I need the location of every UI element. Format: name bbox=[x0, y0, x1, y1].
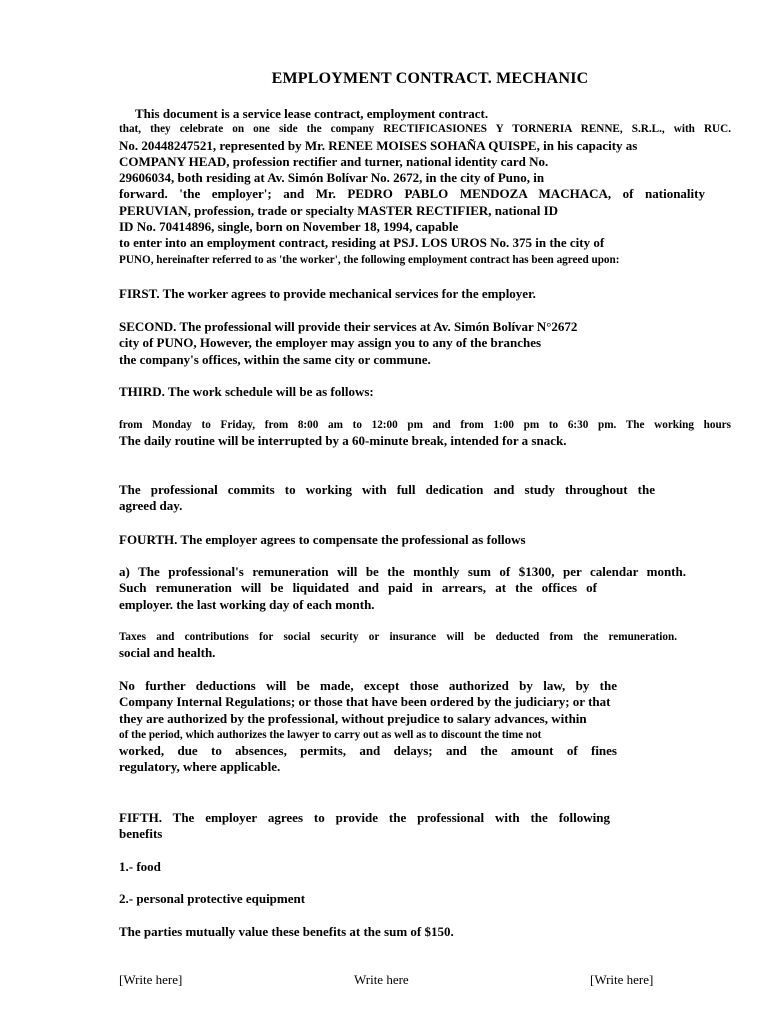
taxes-line: Taxes and contributions for social security or insurance will be deducted from the remuneration. bbox=[119, 631, 677, 643]
benefit-ppe: 2.- personal protective equipment bbox=[119, 891, 306, 906]
intro-line: This document is a service lease contract, employment contract. bbox=[135, 106, 489, 121]
clause-fourth-heading-text: FOURTH. The employer agrees to compensate the professional as follows bbox=[119, 532, 526, 547]
clause-third-heading bbox=[119, 384, 719, 400]
clause-third-line: The daily routine will be interrupted by a 60-minute break, intended for a snack. bbox=[119, 433, 567, 449]
deductions-line: Company Internal Regulations; or those that have been ordered by the judiciary; or that bbox=[119, 694, 611, 710]
clause-third-body bbox=[119, 417, 731, 450]
intro-line: COMPANY HEAD, profession rectifier and turner, national identity card No. bbox=[119, 153, 549, 169]
clause-fourth-heading bbox=[119, 532, 719, 548]
clause-fifth-line: benefits bbox=[119, 826, 163, 842]
intro-line: No. 20448247521, represented by Mr. RENEE MOISES SOHAÑA QUISPE, in his capacity as bbox=[119, 137, 638, 153]
deductions-line: worked, due to absences, permits, and delays; and the amount of fines bbox=[119, 743, 617, 759]
taxes-line: social and health. bbox=[119, 645, 216, 661]
deductions-line: No further deductions will be made, except those authorized by law, by the bbox=[119, 678, 617, 693]
clause-second-line: city of PUNO, However, the employer may assign you to any of the branches bbox=[119, 335, 542, 351]
deductions-line: they are authorized by the professional, without prejudice to salary advances, within bbox=[119, 710, 587, 726]
clause-third-heading-text: THIRD. The work schedule will be as follows: bbox=[119, 384, 374, 399]
intro-line: 29606034, both residing at Av. Simón Bolívar No. 2672, in the city of Puno, in bbox=[119, 170, 545, 186]
deductions-line: regulatory, where applicable. bbox=[119, 759, 281, 775]
signature-placeholder-employer: [Write here] bbox=[119, 972, 183, 987]
clause-fourth-a-line: Such remuneration will be liquidated and paid in arrears, at the offices of bbox=[119, 580, 597, 596]
clause-fourth-a-line: a) The professional's remuneration will be the monthly sum of $1300, per calendar month. bbox=[119, 564, 686, 579]
dedication-paragraph bbox=[119, 482, 655, 515]
benefits-value-text: The parties mutually value these benefits at the sum of $150. bbox=[119, 924, 454, 939]
deductions-line: of the period, which authorizes the lawyer to carry out as well as to discount the time not bbox=[119, 728, 542, 741]
clause-second bbox=[119, 319, 719, 368]
benefit-item bbox=[119, 859, 719, 875]
intro-line: PERUVIAN, profession, trade or specialty MASTER RECTIFIER, national ID bbox=[119, 202, 559, 218]
signature-placeholder-worker: [Write here] bbox=[590, 972, 654, 987]
clause-second-line: the company's offices, within the same city or commune. bbox=[119, 351, 431, 367]
clause-fourth-a-line: employer. the last working day of each month. bbox=[119, 596, 375, 612]
benefits-value-paragraph bbox=[119, 924, 719, 940]
clause-fifth bbox=[119, 810, 719, 843]
benefit-food: 1.- food bbox=[119, 859, 161, 874]
intro-line: to enter into an employment contract, residing at PSJ. LOS UROS No. 375 in the city of bbox=[119, 235, 605, 251]
benefit-item bbox=[119, 891, 719, 907]
clause-second-line: SECOND. The professional will provide their services at Av. Simón Bolívar N°2672 bbox=[119, 319, 578, 334]
taxes-paragraph bbox=[119, 629, 731, 662]
intro-line: PUNO, hereinafter referred to as 'the worker', the following employment contract has been agreed upon: bbox=[119, 253, 620, 266]
intro-paragraph bbox=[119, 106, 731, 268]
deductions-paragraph bbox=[119, 678, 679, 776]
clause-fourth-a bbox=[119, 564, 719, 613]
intro-line: ID No. 70414896, single, born on November 18, 1994, capable bbox=[119, 219, 459, 235]
dedication-line: The professional commits to working with full dedication and study throughout the bbox=[119, 482, 655, 497]
dedication-line: agreed day. bbox=[119, 498, 183, 514]
clause-first-text: FIRST. The worker agrees to provide mechanical services for the employer. bbox=[119, 286, 536, 301]
signature-placeholder-middle: Write here bbox=[354, 972, 409, 987]
clause-first bbox=[119, 286, 719, 302]
intro-line: that, they celebrate on one side the company RECTIFICASIONES Y TORNERIA RENNE, S.R.L., with RUC. bbox=[119, 123, 731, 136]
clause-third-line: from Monday to Friday, from 8:00 am to 12:00 pm and from 1:00 pm to 6:30 pm. The working hours bbox=[119, 419, 731, 431]
document-title: EMPLOYMENT CONTRACT. MECHANIC bbox=[271, 70, 589, 87]
intro-line: forward. 'the employer'; and Mr. PEDRO PABLO MENDOZA MACHACA, of nationality bbox=[119, 186, 705, 202]
clause-fifth-line: FIFTH. The employer agrees to provide the professional with the following bbox=[119, 810, 610, 825]
